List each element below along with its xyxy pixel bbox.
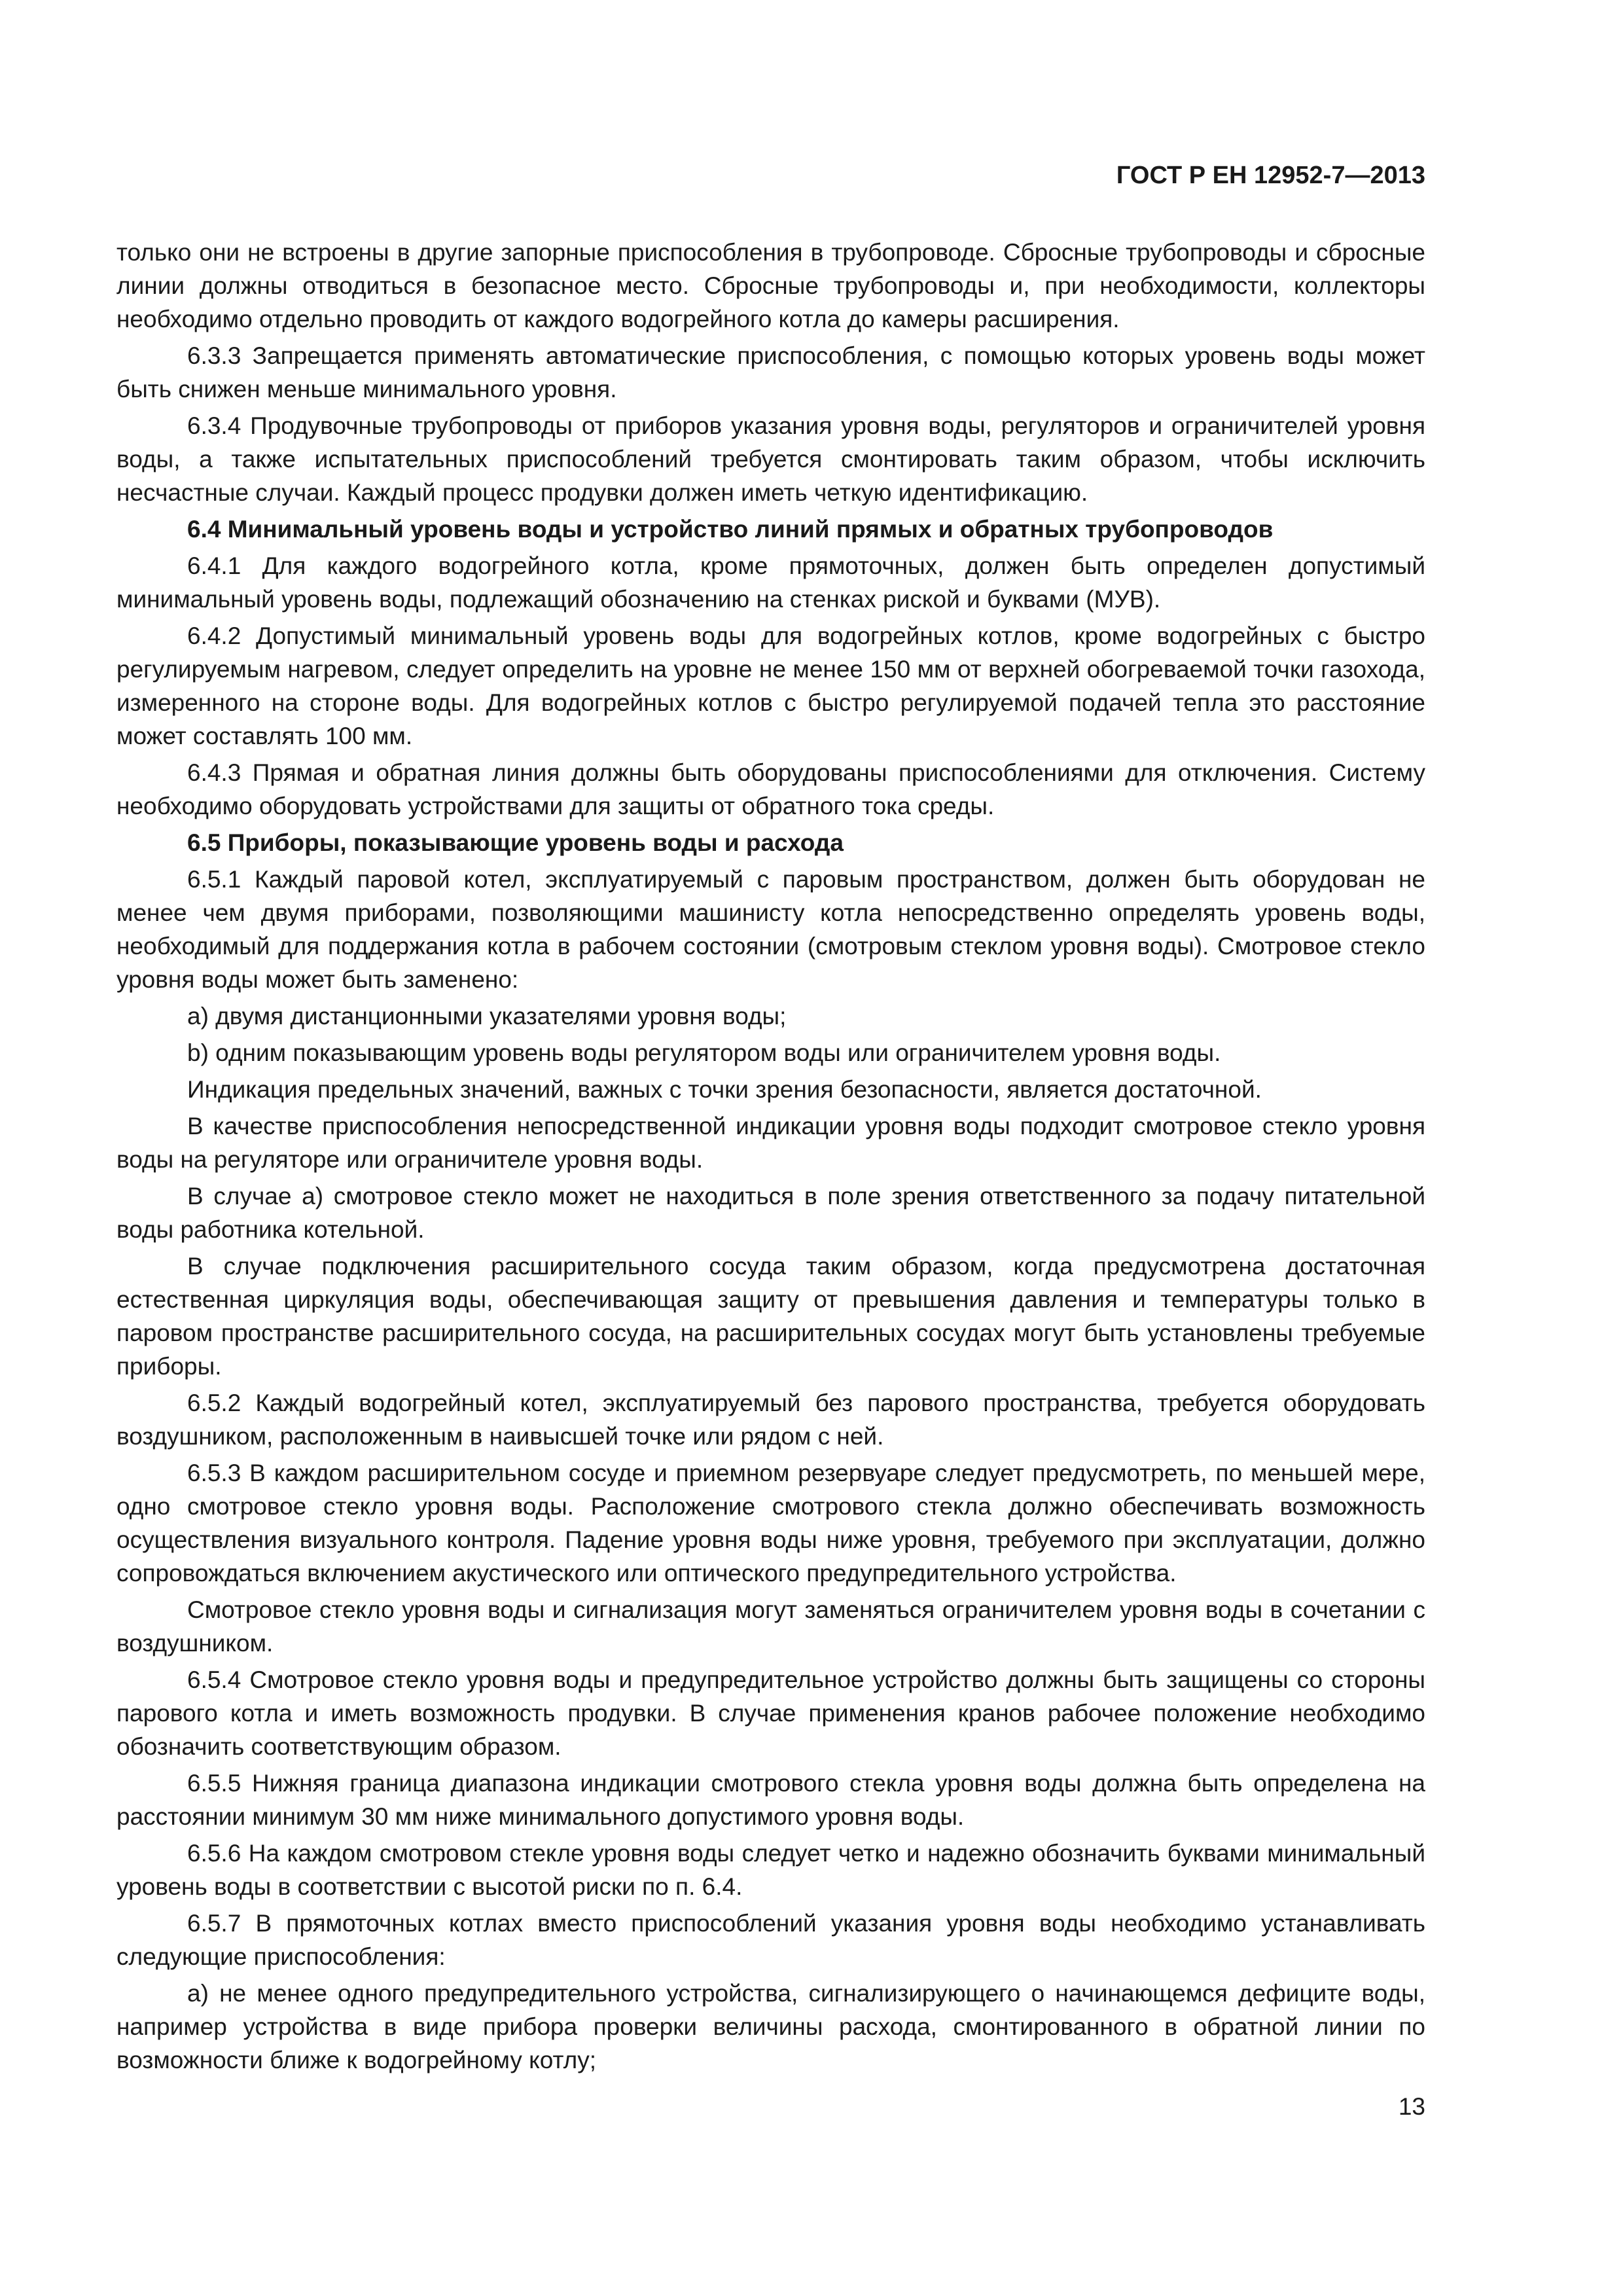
body-paragraph: 6.3.4 Продувочные трубопроводы от приборов указания уровня воды, регуляторов и ограничителей уровня воды, а также испытательных приспособлений требуется смонтировать таким образом, чтобы исключить несчастные случаи. Каждый процесс продувки должен иметь четкую идентификацию.	[116, 412, 1425, 506]
document-code-header: ГОСТ Р ЕН 12952-7—2013	[1116, 162, 1425, 189]
body-paragraph: Смотровое стекло уровня воды и сигнализация могут заменяться ограничителем уровня воды в сочетании с воздушником.	[116, 1596, 1425, 1657]
body-paragraph: Индикация предельных значений, важных с точки зрения безопасности, является достаточной.	[187, 1076, 1262, 1103]
body-paragraph: 6.5.6 На каждом смотровом стекле уровня воды следует четко и надежно обозначить буквами минимальный уровень воды в соответствии с высотой риски по п. 6.4.	[116, 1840, 1425, 1900]
body-paragraph: 6.5.4 Смотровое стекло уровня воды и предупредительное устройство должны быть защищены со стороны парового котла и иметь возможность продувки. В случае применения кранов рабочее положение необходимо обозначить соответствующим образом.	[116, 1666, 1425, 1760]
body-paragraph: 6.5.1 Каждый паровой котел, эксплуатируемый с паровым пространством, должен быть оборудован не менее чем двумя приборами, позволяющими машинисту котла непосредственно определять уровень воды, необходимый для поддержания котла в рабочем состоянии (смотровым стеклом уровня воды). Смотровое стекло уровня воды может быть заменено:	[116, 866, 1425, 993]
body-paragraph: a) двумя дистанционными указателями уровня воды;	[187, 1003, 787, 1030]
body-paragraph: 6.4.2 Допустимый минимальный уровень воды для водогрейных котлов, кроме водогрейных с быстро регулируемым нагревом, следует определить на уровне не менее 150 мм от верхней обогреваемой точки газохода, измеренного на стороне воды. Для водогрейных котлов с быстро регулируемой подачей тепла это расстояние может составлять 100 мм.	[116, 622, 1425, 749]
section-heading: 6.5 Приборы, показывающие уровень воды и расхода	[187, 829, 844, 856]
body-paragraph: a) не менее одного предупредительного устройства, сигнализирующего о начинающемся дефиците воды, например устройства в виде прибора проверки величины расхода, смонтированного в обратной линии по возможности ближе к водогрейному котлу;	[116, 1980, 1425, 2073]
body-paragraph: только они не встроены в другие запорные приспособления в трубопроводе. Сбросные трубопроводы и сбросные линии должны отводиться в безопасное место. Сбросные трубопроводы и, при необходимости, коллекторы необходимо отдельно проводить от каждого водогрейного котла до камеры расширения.	[116, 239, 1425, 332]
body-paragraph: 6.5.7 В прямоточных котлах вместо приспособлений указания уровня воды необходимо устанавливать следующие приспособления:	[116, 1910, 1425, 1970]
body-paragraph: В качестве приспособления непосредственной индикации уровня воды подходит смотровое стекло уровня воды на регуляторе или ограничителе уровня воды.	[116, 1113, 1425, 1173]
section-heading: 6.4 Минимальный уровень воды и устройство линий прямых и обратных трубопроводов	[187, 516, 1274, 543]
body-paragraph: В случае а) смотровое стекло может не находиться в поле зрения ответственного за подачу питательной воды работника котельной.	[116, 1183, 1425, 1243]
body-paragraph: 6.3.3 Запрещается применять автоматические приспособления, с помощью которых уровень воды может быть снижен меньше минимального уровня.	[116, 342, 1425, 403]
body-paragraph: 6.4.1 Для каждого водогрейного котла, кроме прямоточных, должен быть определен допустимый минимальный уровень воды, подлежащий обозначению на стенках риской и буквами (МУВ).	[116, 552, 1425, 613]
body-paragraph: 6.5.2 Каждый водогрейный котел, эксплуатируемый без парового пространства, требуется оборудовать воздушником, расположенным в наивысшей точке или рядом с ней.	[116, 1390, 1425, 1450]
body-paragraph: 6.5.5 Нижняя граница диапазона индикации смотрового стекла уровня воды должна быть определена на расстоянии минимум 30 мм ниже минимального допустимого уровня воды.	[116, 1770, 1425, 1830]
body-paragraph: 6.5.3 В каждом расширительном сосуде и приемном резервуаре следует предусмотреть, по меньшей мере, одно смотровое стекло уровня воды. Расположение смотрового стекла должно обеспечивать возможность осуществления визуального контроля. Падение уровня воды ниже уровня, требуемого при эксплуатации, должно сопровождаться включением акустического или оптического предупредительного устройства.	[116, 1460, 1425, 1587]
body-paragraph: В случае подключения расширительного сосуда таким образом, когда предусмотрена достаточная естественная циркуляция воды, обеспечивающая защиту от превышения давления и температуры только в паровом пространстве расширительного сосуда, на расширительных сосудах могут быть установлены требуемые приборы.	[116, 1253, 1425, 1380]
body-paragraph: 6.4.3 Прямая и обратная линия должны быть оборудованы приспособлениями для отключения. Систему необходимо оборудовать устройствами для защиты от обратного тока среды.	[116, 759, 1425, 819]
page-number: 13	[1398, 2093, 1425, 2120]
document-body	[116, 236, 1425, 2080]
body-paragraph: b) одним показывающим уровень воды регулятором воды или ограничителем уровня воды.	[187, 1039, 1221, 1066]
